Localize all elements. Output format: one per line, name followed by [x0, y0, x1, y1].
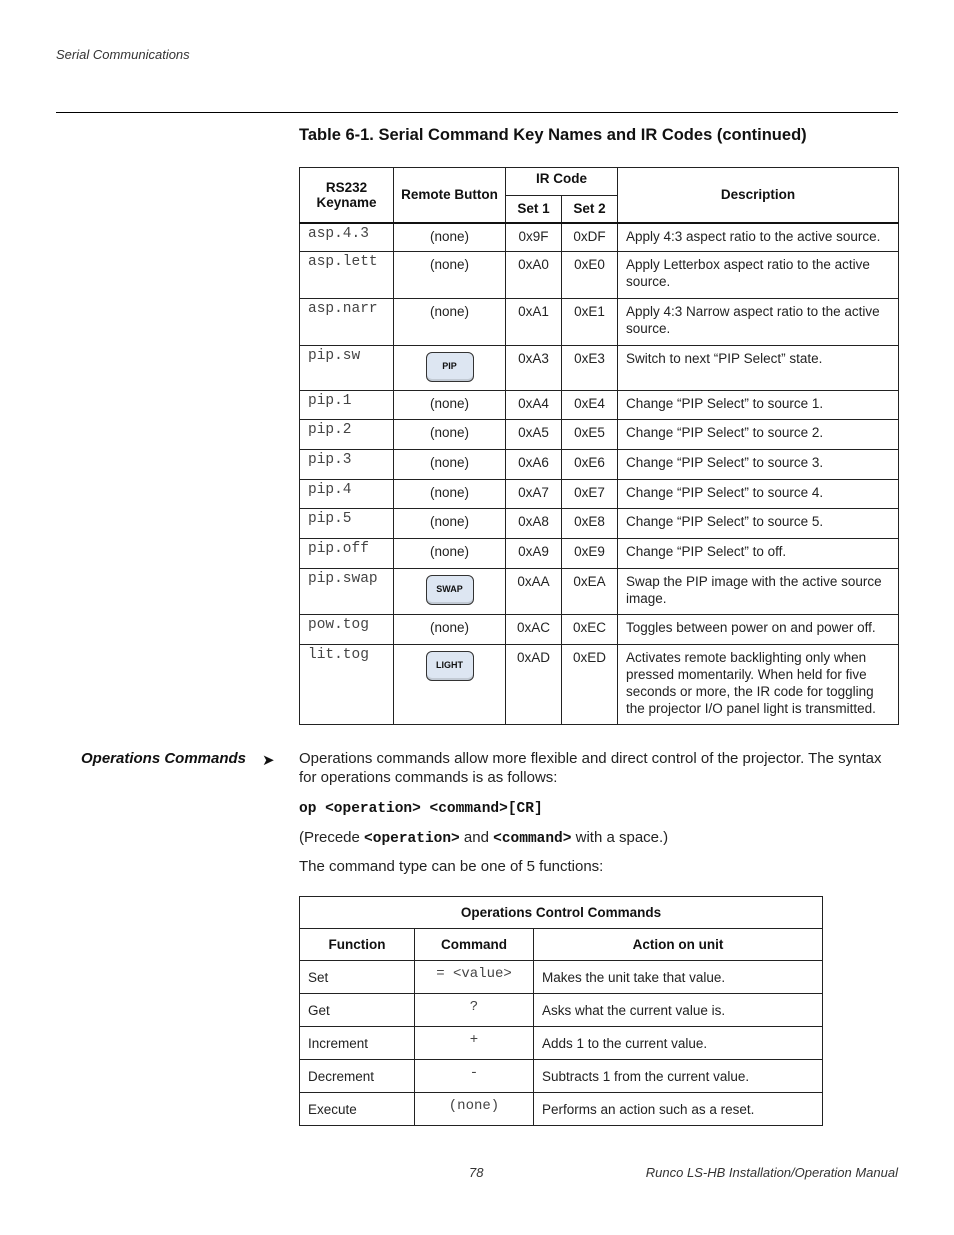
set2-cell: 0xED	[562, 645, 618, 725]
table-row	[300, 569, 899, 615]
action-cell: Adds 1 to the current value.	[534, 1027, 823, 1060]
description-cell: Apply 4:3 Narrow aspect ratio to the active source.	[618, 299, 899, 346]
header-description: Description	[618, 168, 899, 223]
header-command: Command	[415, 929, 534, 961]
header-set1: Set 1	[506, 196, 562, 223]
table-row	[300, 391, 899, 420]
intro-paragraph: Operations commands allow more flexible and direct control of the projector. The syntax for operations commands is as follows:	[299, 750, 882, 786]
header-set2: Set 2	[562, 196, 618, 223]
table-row	[300, 615, 899, 645]
table-row	[300, 1027, 823, 1060]
remote-cell: (none)	[394, 299, 506, 346]
keyname-cell: asp.narr	[300, 299, 394, 346]
table-row	[300, 1060, 823, 1093]
set1-cell: 0xA8	[506, 509, 562, 539]
function-cell: Increment	[300, 1027, 415, 1060]
keyname-cell: pip.1	[300, 391, 394, 420]
description-cell: Change “PIP Select” to source 5.	[618, 509, 899, 539]
table-title: Table 6-1. Serial Command Key Names and IR Codes (continued)	[299, 126, 807, 144]
remote-cell	[394, 645, 506, 725]
keyname-cell: pip.4	[300, 480, 394, 509]
command-type-text: The command type can be one of 5 functions:	[299, 858, 604, 875]
description-cell: Change “PIP Select” to source 2.	[618, 420, 899, 450]
set2-cell: 0xE1	[562, 299, 618, 346]
light-remote-button-image: LIGHT	[426, 651, 474, 681]
running-header: Serial Communications	[56, 47, 190, 62]
remote-cell: (none)	[394, 450, 506, 480]
set2-cell: 0xE9	[562, 539, 618, 569]
keyname-cell: pip.off	[300, 539, 394, 569]
command-cell: = <value>	[415, 961, 534, 994]
table-row	[300, 539, 899, 569]
remote-cell: (none)	[394, 615, 506, 645]
header-function: Function	[300, 929, 415, 961]
set2-cell: 0xEA	[562, 569, 618, 615]
function-cell: Decrement	[300, 1060, 415, 1093]
set2-cell: 0xE6	[562, 450, 618, 480]
serial-command-table	[299, 167, 899, 725]
set1-cell: 0xA6	[506, 450, 562, 480]
table-row	[300, 961, 823, 994]
header-ir-code: IR Code	[506, 168, 618, 196]
description-cell: Toggles between power on and power off.	[618, 615, 899, 645]
set2-cell: 0xDF	[562, 223, 618, 252]
set2-cell: 0xE0	[562, 252, 618, 299]
header-keyname: RS232 Keyname	[300, 168, 394, 223]
action-cell: Performs an action such as a reset.	[534, 1093, 823, 1126]
table-row	[300, 346, 899, 391]
section-heading: Operations Commands	[81, 750, 247, 767]
keyname-cell: pip.2	[300, 420, 394, 450]
keyname-cell: pip.5	[300, 509, 394, 539]
remote-cell: (none)	[394, 420, 506, 450]
precede-note: (Precede <operation> and <command> with a space.)	[299, 829, 669, 847]
set1-cell: 0xA9	[506, 539, 562, 569]
keyname-cell: pip.swap	[300, 569, 394, 615]
action-cell: Subtracts 1 from the current value.	[534, 1060, 823, 1093]
action-cell: Asks what the current value is.	[534, 994, 823, 1027]
table-row	[300, 645, 899, 725]
set2-cell: 0xEC	[562, 615, 618, 645]
set2-cell: 0xE5	[562, 420, 618, 450]
table-row	[300, 509, 899, 539]
command-cell: ?	[415, 994, 534, 1027]
set1-cell: 0xAD	[506, 645, 562, 725]
set2-cell: 0xE4	[562, 391, 618, 420]
set1-cell: 0x9F	[506, 223, 562, 252]
set1-cell: 0xA3	[506, 346, 562, 391]
remote-cell: (none)	[394, 480, 506, 509]
set2-cell: 0xE3	[562, 346, 618, 391]
keyname-cell: asp.lett	[300, 252, 394, 299]
description-cell: Change “PIP Select” to source 1.	[618, 391, 899, 420]
manual-name: Runco LS-HB Installation/Operation Manual	[645, 1165, 898, 1180]
swap-remote-button-image: SWAP	[426, 575, 474, 605]
command-cell: -	[415, 1060, 534, 1093]
function-cell: Execute	[300, 1093, 415, 1126]
remote-cell	[394, 346, 506, 391]
remote-cell: (none)	[394, 391, 506, 420]
set1-cell: 0xA7	[506, 480, 562, 509]
table-row	[300, 252, 899, 299]
description-cell: Swap the PIP image with the active source image.	[618, 569, 899, 615]
function-cell: Get	[300, 994, 415, 1027]
description-cell: Switch to next “PIP Select” state.	[618, 346, 899, 391]
set1-cell: 0xA5	[506, 420, 562, 450]
table-row	[300, 450, 899, 480]
remote-cell: (none)	[394, 252, 506, 299]
command-cell: (none)	[415, 1093, 534, 1126]
operations-control-table	[299, 896, 823, 1126]
set1-cell: 0xA4	[506, 391, 562, 420]
description-cell: Activates remote backlighting only when pressed momentarily. When held for five seconds or more, the IR code for toggling the projector I/O panel light is transmitted.	[618, 645, 899, 725]
operations-table-title: Operations Control Commands	[300, 897, 823, 929]
description-cell: Apply Letterbox aspect ratio to the active source.	[618, 252, 899, 299]
set1-cell: 0xA1	[506, 299, 562, 346]
set1-cell: 0xAC	[506, 615, 562, 645]
action-cell: Makes the unit take that value.	[534, 961, 823, 994]
remote-cell: (none)	[394, 539, 506, 569]
page-number: 78	[469, 1165, 484, 1180]
table-row	[300, 420, 899, 450]
keyname-cell: pow.tog	[300, 615, 394, 645]
keyname-cell: pip.sw	[300, 346, 394, 391]
table-row	[300, 223, 899, 252]
pip-remote-button-image: PIP	[426, 352, 474, 382]
table-row	[300, 480, 899, 509]
table-row	[300, 994, 823, 1027]
set1-cell: 0xAA	[506, 569, 562, 615]
keyname-cell: pip.3	[300, 450, 394, 480]
description-cell: Change “PIP Select” to source 4.	[618, 480, 899, 509]
description-cell: Change “PIP Select” to source 3.	[618, 450, 899, 480]
syntax-line: op <operation> <command>[CR]	[299, 801, 543, 817]
header-remote-button: Remote Button	[394, 168, 506, 223]
table-row	[300, 1093, 823, 1126]
command-cell: +	[415, 1027, 534, 1060]
header-rule	[56, 112, 898, 113]
set1-cell: 0xA0	[506, 252, 562, 299]
set2-cell: 0xE8	[562, 509, 618, 539]
table-row	[300, 299, 899, 346]
function-cell: Set	[300, 961, 415, 994]
set2-cell: 0xE7	[562, 480, 618, 509]
arrow-icon: ➤	[262, 752, 275, 769]
description-cell: Apply 4:3 aspect ratio to the active source.	[618, 223, 899, 252]
remote-cell: (none)	[394, 509, 506, 539]
description-cell: Change “PIP Select” to off.	[618, 539, 899, 569]
header-action: Action on unit	[534, 929, 823, 961]
keyname-cell: lit.tog	[300, 645, 394, 725]
remote-cell	[394, 569, 506, 615]
remote-cell: (none)	[394, 223, 506, 252]
keyname-cell: asp.4.3	[300, 223, 394, 252]
